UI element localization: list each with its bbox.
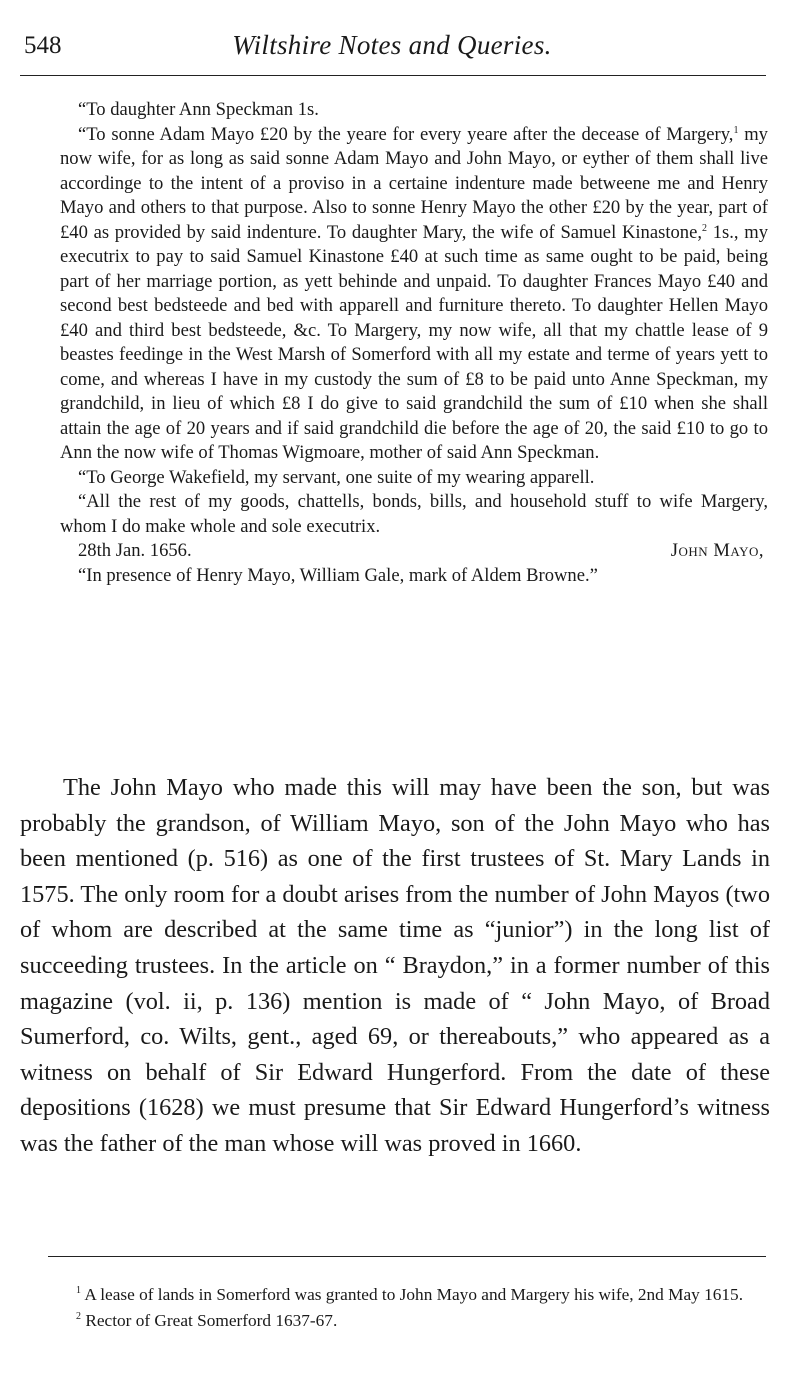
will-text: my now wife, for as long as said sonne Adam Mayo and John Mayo, or eyther of them shall live accordinge to the intent of a proviso in a certaine indenture made betweene me and Henry Mayo and others to that purpose. Also to sonne Henry Mayo the other £20 by the year, part of £40 as provided by said indenture. To daughter Mary, the wife of Samuel Kinastone, [60,123,768,243]
footnote-1 [48,1282,766,1308]
footnote-mark: 1 [76,1285,81,1297]
will-text: “To sonne Adam Mayo £20 by the yeare for every yeare after the decease of Margery, [78,123,734,145]
header-rule [20,75,766,76]
will-paragraph: “To George Wakefield, my servant, one suite of my wearing apparell. [78,466,595,488]
running-title: Wiltshire Notes and Queries. [232,30,552,60]
commentary [20,770,770,1162]
will-text: 1s., my executrix to pay to said Samuel Kinastone £40 at such time as same ought to be paid, being part of her marriage portion, as yett behinde and unpaid. To daughter Frances Mayo £40 and second best bedsteede and bed with apparell and furniture thereto. To daughter Hellen Mayo £40 and third best bedsteede, &c. To Margery, my now wife, all that my chattle lease of 9 beastes feedinge in the West Marsh of Somerford with all my estate and terme of years yett to come, and whereas I have in my custody the sum of £8 to be paid unto Anne Speckman, my grandchild, in lieu of which £8 I do give to said grandchild the sum of £10 when she shall attain the age of 20 years and if said grandchild die before the age of 20, the said £10 to go to Ann the now wife of Thomas Wigmoare, mother of said Ann Speckman. [60,221,768,463]
footnote-rule [48,1256,766,1257]
footnote-text: A lease of lands in Somerford was granted to John Mayo and Margery his wife, 2nd May 1615. [84,1285,744,1304]
footnote-ref: 1 [733,124,739,136]
commentary-paragraph: The John Mayo who made this will may have been the son, but was probably the grandson, of William Mayo, son of the John Mayo who has been mentioned (p. 516) as one of the first trustees of St. Mary Lands in 1575. The only room for a doubt arises from the number of John Mayos (two of whom are described at the same time as “junior”) in the long list of succeeding trustees. In the article on “ Braydon,” in a former number of this magazine (vol. ii, p. 136) mention is made of “ John Mayo, of Broad Sumerford, co. Wilts, gent., aged 69, or thereabouts,” who appeared as a witness on behalf of Sir Edward Hungerford. From the date of these depositions (1628) we must presume that Sir Edward Hungerford’s witness was the father of the man whose will was proved in 1660. [20,774,770,1157]
will-paragraph: “To daughter Ann Speckman 1s. [78,99,319,120]
footnote-text: Rector of Great Somerford 1637-67. [85,1311,338,1330]
will-extract [60,98,768,588]
will-paragraph: “All the rest of my goods, chattells, bonds, bills, and household stuff to wife Margery, whom I do make whole and sole executrix. [60,491,768,537]
page-number: 548 [24,32,62,59]
will-signature: John Mayo, [670,540,764,561]
footnote-ref: 2 [701,222,707,234]
will-date: 28th Jan. 1656. [78,540,192,561]
witnesses: “In presence of Henry Mayo, William Gale, mark of Aldem Browne.” [78,564,598,586]
footnote-2 [48,1308,766,1334]
page-header [20,28,764,66]
will-paragraph [60,123,768,466]
signature-line [60,539,768,564]
footnote-mark: 2 [76,1311,81,1323]
footnotes [48,1282,766,1334]
